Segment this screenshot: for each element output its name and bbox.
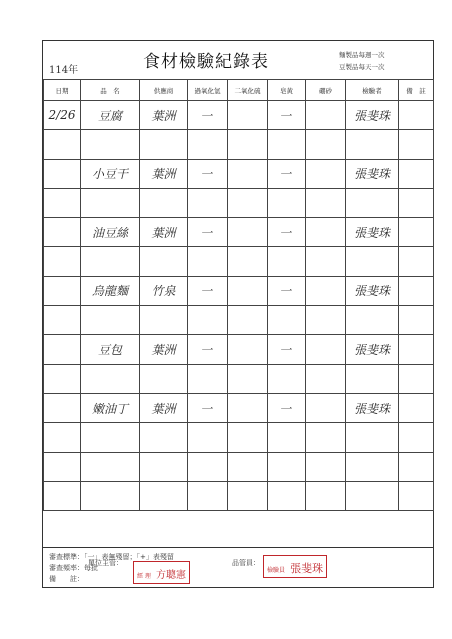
sulfur-dioxide-cell bbox=[228, 423, 268, 452]
item-cell: 小豆干 bbox=[81, 159, 140, 188]
item-cell: 豆包 bbox=[81, 335, 140, 364]
column-header-sulfur-dioxide: 二氧化硫 bbox=[228, 80, 268, 101]
year-label: 114年 bbox=[49, 65, 79, 76]
hydrogen-peroxide-cell bbox=[188, 423, 228, 452]
sulfur-dioxide-cell bbox=[228, 101, 268, 130]
remark-cell bbox=[399, 276, 434, 305]
supervisor-stamp-title: 經 理 bbox=[137, 573, 151, 580]
date-cell bbox=[44, 247, 81, 276]
supplier-cell bbox=[140, 481, 188, 510]
column-header-item: 品 名 bbox=[81, 80, 140, 101]
borax-cell bbox=[306, 159, 346, 188]
sulfur-dioxide-cell bbox=[228, 188, 268, 217]
soap-yellow-cell: 一 bbox=[268, 276, 306, 305]
manager-label: 品管員： bbox=[232, 559, 260, 567]
supplier-cell: 竹泉 bbox=[140, 276, 188, 305]
remark-cell bbox=[399, 188, 434, 217]
item-cell bbox=[81, 423, 140, 452]
inspector-cell: 張斐珠 bbox=[346, 393, 399, 422]
hydrogen-peroxide-cell bbox=[188, 452, 228, 481]
item-cell: 豆腐 bbox=[81, 101, 140, 130]
hydrogen-peroxide-cell: 一 bbox=[188, 101, 228, 130]
remark-cell bbox=[399, 101, 434, 130]
item-cell: 烏龍麵 bbox=[81, 276, 140, 305]
hydrogen-peroxide-cell bbox=[188, 306, 228, 335]
date-cell bbox=[44, 481, 81, 510]
inspector-cell bbox=[346, 247, 399, 276]
inspector-cell: 張斐珠 bbox=[346, 335, 399, 364]
hydrogen-peroxide-cell: 一 bbox=[188, 159, 228, 188]
soap-yellow-cell bbox=[268, 364, 306, 393]
hydrogen-peroxide-cell bbox=[188, 364, 228, 393]
hydrogen-peroxide-cell bbox=[188, 481, 228, 510]
inspector-cell bbox=[346, 306, 399, 335]
supplier-cell bbox=[140, 452, 188, 481]
column-header-soap-yellow: 皂黃 bbox=[268, 80, 306, 101]
borax-cell bbox=[306, 276, 346, 305]
column-header-supplier: 供應商 bbox=[140, 80, 188, 101]
inspector-cell bbox=[346, 452, 399, 481]
item-cell bbox=[81, 188, 140, 217]
column-header-date: 日期 bbox=[44, 80, 81, 101]
supplier-cell: 葉洲 bbox=[140, 393, 188, 422]
date-cell bbox=[44, 188, 81, 217]
borax-cell bbox=[306, 188, 346, 217]
sulfur-dioxide-cell bbox=[228, 393, 268, 422]
table-row bbox=[44, 218, 434, 247]
inspector-cell: 張斐珠 bbox=[346, 218, 399, 247]
soap-yellow-cell bbox=[268, 130, 306, 159]
item-cell bbox=[81, 306, 140, 335]
supplier-cell: 葉洲 bbox=[140, 218, 188, 247]
table-row bbox=[44, 481, 434, 510]
sulfur-dioxide-cell bbox=[228, 335, 268, 364]
hydrogen-peroxide-cell bbox=[188, 247, 228, 276]
item-cell: 油豆絲 bbox=[81, 218, 140, 247]
sulfur-dioxide-cell bbox=[228, 218, 268, 247]
sulfur-dioxide-cell bbox=[228, 130, 268, 159]
column-header-remark: 備 註 bbox=[399, 80, 434, 101]
supervisor-label: 單位主管： bbox=[88, 559, 123, 567]
soap-yellow-cell bbox=[268, 306, 306, 335]
manager-stamp bbox=[263, 555, 327, 578]
table-row bbox=[44, 247, 434, 276]
table-row bbox=[44, 188, 434, 217]
item-cell bbox=[81, 481, 140, 510]
borax-cell bbox=[306, 393, 346, 422]
supplier-cell bbox=[140, 364, 188, 393]
inspection-form bbox=[42, 40, 434, 548]
borax-cell bbox=[306, 247, 346, 276]
remark-cell bbox=[399, 423, 434, 452]
date-cell bbox=[44, 423, 81, 452]
soap-yellow-cell: 一 bbox=[268, 335, 306, 364]
supplier-cell: 葉洲 bbox=[140, 335, 188, 364]
remark-cell bbox=[399, 306, 434, 335]
inspector-cell: 張斐珠 bbox=[346, 101, 399, 130]
table-row bbox=[44, 101, 434, 130]
borax-cell bbox=[306, 423, 346, 452]
borax-cell bbox=[306, 130, 346, 159]
supplier-cell bbox=[140, 188, 188, 217]
manager-stamp-title: 檢驗員 bbox=[267, 567, 286, 574]
inspector-cell: 張斐珠 bbox=[346, 276, 399, 305]
sulfur-dioxide-cell bbox=[228, 247, 268, 276]
table-header-row bbox=[44, 80, 434, 101]
borax-cell bbox=[306, 218, 346, 247]
remark-cell bbox=[399, 481, 434, 510]
date-cell bbox=[44, 364, 81, 393]
date-cell bbox=[44, 159, 81, 188]
remark-cell bbox=[399, 452, 434, 481]
remark-cell bbox=[399, 218, 434, 247]
manager-stamp-name: 張斐珠 bbox=[290, 562, 324, 575]
soap-yellow-cell: 一 bbox=[268, 393, 306, 422]
item-cell bbox=[81, 247, 140, 276]
date-cell bbox=[44, 276, 81, 305]
inspection-table bbox=[43, 79, 434, 511]
remark-cell bbox=[399, 393, 434, 422]
soap-yellow-cell bbox=[268, 452, 306, 481]
item-cell bbox=[81, 452, 140, 481]
inspector-cell: 張斐珠 bbox=[346, 159, 399, 188]
borax-cell bbox=[306, 306, 346, 335]
borax-cell bbox=[306, 481, 346, 510]
form-footer bbox=[42, 548, 434, 588]
supplier-cell bbox=[140, 306, 188, 335]
borax-cell bbox=[306, 101, 346, 130]
table-row bbox=[44, 335, 434, 364]
frequency-note-noodle: 麵製品每週一次 bbox=[339, 51, 385, 59]
page-title: 食材檢驗紀錄表 bbox=[143, 52, 269, 72]
sulfur-dioxide-cell bbox=[228, 159, 268, 188]
table-row bbox=[44, 306, 434, 335]
hydrogen-peroxide-cell bbox=[188, 130, 228, 159]
column-header-hydrogen-peroxide: 過氧化氫 bbox=[188, 80, 228, 101]
form-header bbox=[43, 41, 433, 79]
supplier-cell bbox=[140, 423, 188, 452]
supervisor-stamp bbox=[133, 561, 190, 584]
sulfur-dioxide-cell bbox=[228, 364, 268, 393]
table-row bbox=[44, 393, 434, 422]
date-cell bbox=[44, 306, 81, 335]
remark-cell bbox=[399, 159, 434, 188]
date-cell bbox=[44, 218, 81, 247]
table-row bbox=[44, 130, 434, 159]
hydrogen-peroxide-cell: 一 bbox=[188, 218, 228, 247]
soap-yellow-cell bbox=[268, 423, 306, 452]
date-cell bbox=[44, 130, 81, 159]
sulfur-dioxide-cell bbox=[228, 306, 268, 335]
inspector-cell bbox=[346, 423, 399, 452]
item-cell bbox=[81, 364, 140, 393]
remark-cell bbox=[399, 247, 434, 276]
item-cell: 嫩油丁 bbox=[81, 393, 140, 422]
column-header-inspector: 檢驗者 bbox=[346, 80, 399, 101]
inspector-cell bbox=[346, 364, 399, 393]
remark-cell bbox=[399, 130, 434, 159]
soap-yellow-cell bbox=[268, 481, 306, 510]
inspector-cell bbox=[346, 481, 399, 510]
sulfur-dioxide-cell bbox=[228, 452, 268, 481]
supplier-cell: 葉洲 bbox=[140, 101, 188, 130]
sulfur-dioxide-cell bbox=[228, 481, 268, 510]
hydrogen-peroxide-cell: 一 bbox=[188, 393, 228, 422]
remark-cell bbox=[399, 335, 434, 364]
sulfur-dioxide-cell bbox=[228, 276, 268, 305]
supplier-cell: 葉洲 bbox=[140, 159, 188, 188]
table-row bbox=[44, 452, 434, 481]
hydrogen-peroxide-cell bbox=[188, 188, 228, 217]
column-header-borax: 硼砂 bbox=[306, 80, 346, 101]
remark-cell bbox=[399, 364, 434, 393]
borax-cell bbox=[306, 335, 346, 364]
borax-cell bbox=[306, 364, 346, 393]
table-row bbox=[44, 159, 434, 188]
borax-cell bbox=[306, 452, 346, 481]
soap-yellow-cell: 一 bbox=[268, 159, 306, 188]
date-cell bbox=[44, 452, 81, 481]
review-standard: 審查標準：「一」表無殘留；「+」表殘留 bbox=[49, 553, 174, 561]
inspector-cell bbox=[346, 130, 399, 159]
soap-yellow-cell bbox=[268, 247, 306, 276]
review-frequency: 審查頻率：每批 bbox=[49, 564, 98, 572]
date-cell: 2/26 bbox=[44, 101, 81, 130]
supplier-cell bbox=[140, 130, 188, 159]
soap-yellow-cell bbox=[268, 188, 306, 217]
hydrogen-peroxide-cell: 一 bbox=[188, 276, 228, 305]
date-cell bbox=[44, 393, 81, 422]
supervisor-stamp-name: 方聰憲 bbox=[156, 570, 187, 581]
soap-yellow-cell: 一 bbox=[268, 101, 306, 130]
inspector-cell bbox=[346, 188, 399, 217]
table-row bbox=[44, 364, 434, 393]
table-row bbox=[44, 276, 434, 305]
hydrogen-peroxide-cell: 一 bbox=[188, 335, 228, 364]
date-cell bbox=[44, 335, 81, 364]
table-row bbox=[44, 423, 434, 452]
item-cell bbox=[81, 130, 140, 159]
frequency-note-tofu: 豆製品每天一次 bbox=[339, 63, 385, 71]
supplier-cell bbox=[140, 247, 188, 276]
soap-yellow-cell: 一 bbox=[268, 218, 306, 247]
footer-remark: 備 註： bbox=[49, 575, 84, 583]
